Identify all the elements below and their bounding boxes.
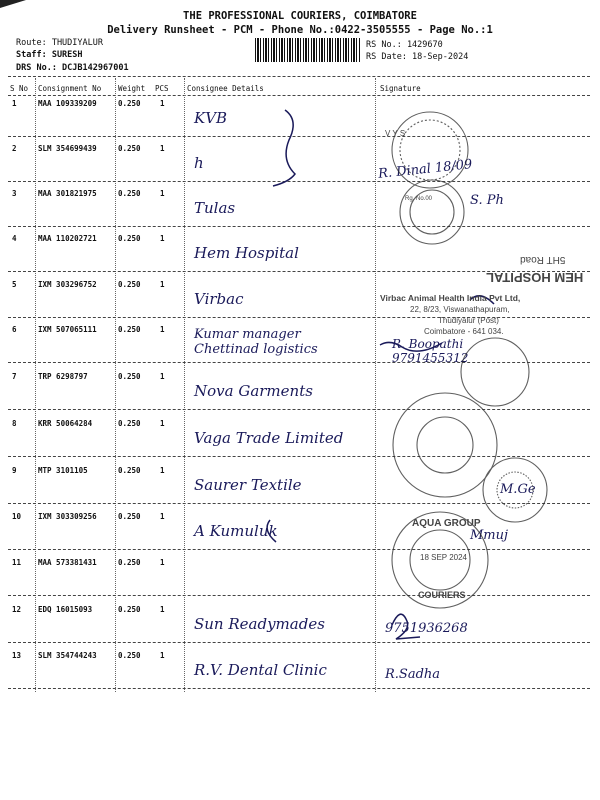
cell-sno: 2 xyxy=(12,144,17,153)
runsheet-subtitle: Delivery Runsheet - PCM - Phone No.:0422-3505555 - Page No.:1 xyxy=(107,24,493,36)
consignee-handwriting: Tulas xyxy=(194,199,236,217)
virbac-stamp-name: Virbac Animal Health India Pvt Ltd, xyxy=(380,293,521,303)
consignee-handwriting: KVB xyxy=(194,109,228,127)
cell-sno: 8 xyxy=(12,419,17,428)
cell-pcs: 1 xyxy=(160,605,165,614)
cell-pcs: 1 xyxy=(160,234,165,243)
signature-handwriting: S. Ph xyxy=(470,193,504,208)
cell-consignment: MTP 3101105 xyxy=(38,466,88,475)
cell-consignment: MAA 301821975 xyxy=(38,189,97,198)
consignee-handwriting: A Kumuluk xyxy=(194,522,278,540)
virbac-stamp-post: Thudiyalur (Post) xyxy=(438,316,499,325)
cell-weight: 0.250 xyxy=(118,466,141,475)
consignee-handwriting: Kumar manager Chettinad logistics xyxy=(194,327,318,357)
cell-consignment: MAA 110202721 xyxy=(38,234,97,243)
cell-sno: 9 xyxy=(12,466,17,475)
cell-pcs: 1 xyxy=(160,512,165,521)
signature-scrawl xyxy=(392,614,420,639)
couriers-stamp: COURIERS xyxy=(418,590,466,600)
cell-sno: 11 xyxy=(12,558,22,567)
consignee-handwriting: h xyxy=(194,154,204,172)
cell-consignment: SLM 354744243 xyxy=(38,651,97,660)
consignee-handwriting: Nova Garments xyxy=(194,382,313,400)
cell-consignment: EDQ 16015093 xyxy=(38,605,93,614)
company-title: THE PROFESSIONAL COURIERS, COIMBATORE xyxy=(183,10,417,22)
cell-sno: 7 xyxy=(12,372,17,381)
cell-weight: 0.250 xyxy=(118,605,141,614)
cell-sno: 6 xyxy=(12,325,17,334)
round-stamp-4 xyxy=(483,458,547,522)
cell-sno: 13 xyxy=(12,651,22,660)
cell-consignment: IXM 303309256 xyxy=(38,512,97,521)
consignee-handwriting: R.V. Dental Clinic xyxy=(194,661,327,679)
cell-weight: 0.250 xyxy=(118,651,141,660)
stamp-ring-text: V Y S xyxy=(385,129,406,138)
signature-handwriting: M.Ge xyxy=(500,482,536,497)
cell-weight: 0.250 xyxy=(118,99,141,108)
signature-handwriting: R.Sadha xyxy=(385,667,441,682)
cell-weight: 0.250 xyxy=(118,234,141,243)
cell-weight: 0.250 xyxy=(118,325,141,334)
virbac-stamp-address: 22, 8/23, Viswanathapuram, xyxy=(410,305,510,314)
cell-sno: 12 xyxy=(12,605,22,614)
stamp-date: 18 SEP 2024 xyxy=(420,553,468,562)
cell-sno: 4 xyxy=(12,234,17,243)
col-header-consignee: Consignee Details xyxy=(187,84,264,93)
cell-consignment: MAA 109339209 xyxy=(38,99,97,108)
cell-weight: 0.250 xyxy=(118,280,141,289)
round-stamp-1 xyxy=(392,112,468,188)
route-label: Route: THUDIYALUR xyxy=(16,38,103,48)
cell-pcs: 1 xyxy=(160,99,165,108)
cell-pcs: 1 xyxy=(160,372,165,381)
consignee-handwriting: Saurer Textile xyxy=(194,476,302,494)
aqua-group-stamp: AQUA GROUP xyxy=(412,518,481,529)
stamp-inner-text: Rg. No.00 xyxy=(405,196,433,202)
cell-pcs: 1 xyxy=(160,466,165,475)
signature-handwriting: 9751936268 xyxy=(385,621,468,636)
col-header-signature: Signature xyxy=(380,84,421,93)
cell-sno: 5 xyxy=(12,280,17,289)
cell-pcs: 1 xyxy=(160,651,165,660)
consignee-handwriting: Sun Readymades xyxy=(194,615,325,633)
cell-sno: 3 xyxy=(12,189,17,198)
hem-hospital-stamp: HEM HOSPITAL xyxy=(486,270,584,285)
cell-consignment: IXM 507065111 xyxy=(38,325,97,334)
cell-pcs: 1 xyxy=(160,325,165,334)
cell-consignment: MAA 573381431 xyxy=(38,558,97,567)
cell-pcs: 1 xyxy=(160,189,165,198)
signature-handwriting: R. Boopathi 9791455312 xyxy=(392,337,469,365)
trade-stamp xyxy=(393,393,497,497)
cell-consignment: KRR 50064284 xyxy=(38,419,93,428)
rs-number: RS No.: 1429670 xyxy=(366,40,443,50)
cell-pcs: 1 xyxy=(160,419,165,428)
col-header-weight: Weight xyxy=(118,84,146,93)
cell-weight: 0.250 xyxy=(118,419,141,428)
cell-sno: 10 xyxy=(12,512,22,521)
consignee-handwriting: Hem Hospital xyxy=(194,244,299,262)
cell-consignment: TRP 6298797 xyxy=(38,372,88,381)
cell-weight: 0.250 xyxy=(118,144,141,153)
rs-date: RS Date: 18-Sep-2024 xyxy=(366,52,469,62)
signature-handwriting: R. Dinal 18/09 xyxy=(377,157,474,182)
virbac-stamp-pin: Coimbatore - 641 034. xyxy=(424,327,504,336)
cell-consignment: IXM 303296752 xyxy=(38,280,97,289)
consignee-handwriting: Virbac xyxy=(194,290,244,308)
cell-pcs: 1 xyxy=(160,280,165,289)
col-header-sno: S No xyxy=(10,84,29,93)
drs-number: DRS No.: DCJB142967001 xyxy=(16,63,129,73)
cell-weight: 0.250 xyxy=(118,558,141,567)
col-header-consignment: Consignment No xyxy=(38,84,102,93)
cell-weight: 0.250 xyxy=(118,512,141,521)
signature-handwriting: Mmuj xyxy=(470,528,509,543)
cell-weight: 0.250 xyxy=(118,189,141,198)
col-header-pcs: PCS xyxy=(155,84,169,93)
cell-consignment: SLM 354699439 xyxy=(38,144,97,153)
hem-hospital-address: 5HT Road xyxy=(520,254,566,265)
round-stamp-3 xyxy=(461,338,529,406)
cell-weight: 0.250 xyxy=(118,372,141,381)
bracket-stroke xyxy=(273,110,295,186)
cell-pcs: 1 xyxy=(160,558,165,567)
cell-pcs: 1 xyxy=(160,144,165,153)
consignee-handwriting: Vaga Trade Limited xyxy=(194,429,344,447)
staff-label: Staff: SURESH xyxy=(16,50,83,60)
cell-sno: 1 xyxy=(12,99,17,108)
